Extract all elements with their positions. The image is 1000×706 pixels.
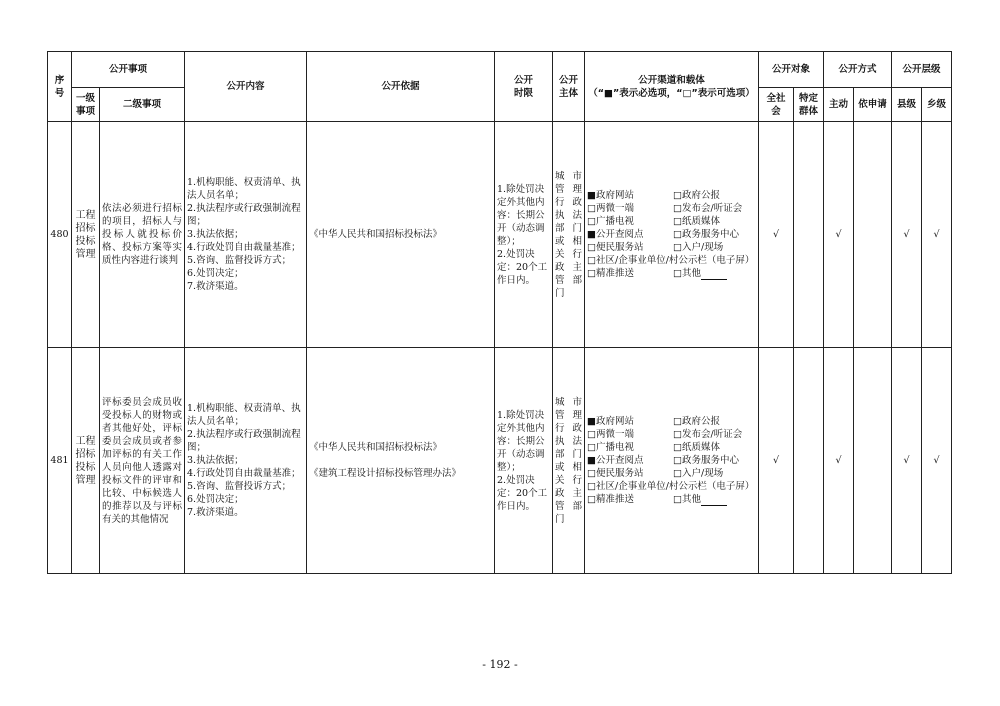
header-subject: 公开 主体 — [553, 52, 585, 122]
header-method-request: 依申请 — [854, 88, 892, 122]
blank-underline — [701, 269, 727, 280]
row-time-limit: 1.除处罚决定外其他内容：长期公开（动态调整）； 2.处罚决定：20个工作日内。 — [495, 122, 553, 348]
channel-option: □政府公报 — [673, 416, 720, 427]
header-channel: 公开渠道和载体 （“■”表示必选项，“□”表示可选项） — [585, 52, 759, 122]
header-seq: 序 号 — [48, 52, 72, 122]
row-seq: 480 — [48, 122, 72, 348]
channel-option: □广播电视 — [587, 442, 634, 453]
channel-option: □政务服务中心 — [673, 229, 739, 240]
channel-option: □社区/企事业单位/村公示栏（电子屏） — [587, 255, 755, 266]
row-level-town: √ — [922, 122, 952, 348]
header-method-active: 主动 — [824, 88, 854, 122]
row-level2: 评标委员会成员收受投标人的财物或者其他好处，评标委员会成员或者参加评标的有关工作人员向他人透露对投标文件的评审和比较、中标候选人的推荐以及与评标有关的其他情况 — [100, 348, 185, 574]
page-number: - 192 - — [482, 658, 518, 671]
row-target-all: √ — [759, 122, 794, 348]
row-level-county: √ — [892, 348, 922, 574]
header-time-limit: 公开 时限 — [495, 52, 553, 122]
channel-option: □政务服务中心 — [673, 455, 739, 466]
header-level1: 一级 事项 — [72, 88, 100, 122]
row-channels — [585, 348, 759, 574]
channel-option: □发布会/听证会 — [673, 429, 743, 440]
channel-option: ■公开查阅点 — [587, 229, 644, 240]
header-item: 公开事项 — [72, 52, 185, 88]
channel-option: □便民服务站 — [587, 468, 644, 479]
disclosure-table — [47, 51, 952, 574]
row-method-active: √ — [824, 122, 854, 348]
row-method-request — [854, 122, 892, 348]
row-basis: 《中华人民共和国招标投标法》 — [307, 122, 495, 348]
channel-option: ■政府网站 — [587, 190, 634, 201]
row-basis: 《中华人民共和国招标投标法》 《建筑工程设计招标投标管理办法》 — [307, 348, 495, 574]
row-content: 1.机构职能、权责清单、执法人员名单； 2.执法程序或行政强制流程图； 3.执法依据； 4.行政处罚自由裁量基准； 5.咨询、监督投诉方式； 6.处罚决定； 7.救济渠道。 — [185, 122, 307, 348]
header-level-county: 县级 — [892, 88, 922, 122]
channel-option: □政府公报 — [673, 190, 720, 201]
channel-option: □入户/现场 — [673, 242, 724, 253]
header-row-1 — [48, 52, 952, 88]
channel-option: □纸质媒体 — [673, 216, 720, 227]
row-target-all: √ — [759, 348, 794, 574]
row-method-active: √ — [824, 348, 854, 574]
channel-option: □精准推送 — [587, 268, 634, 279]
row-time-limit: 1.除处罚决定外其他内容：长期公开（动态调整）； 2.处罚决定：20个工作日内。 — [495, 348, 553, 574]
channel-option: □两微一端 — [587, 429, 634, 440]
channel-option-other — [673, 267, 756, 280]
row-level1: 工程 招标 投标 管理 — [72, 122, 100, 348]
header-level-town: 乡级 — [922, 88, 952, 122]
channel-option: □纸质媒体 — [673, 442, 720, 453]
channel-option: ■公开查阅点 — [587, 455, 644, 466]
row-content: 1.机构职能、权责清单、执法人员名单； 2.执法程序或行政强制流程图； 3.执法依据； 4.行政处罚自由裁量基准； 5.咨询、监督投诉方式； 6.处罚决定； 7.救济渠道。 — [185, 348, 307, 574]
header-target-all: 全社 会 — [759, 88, 794, 122]
row-level-town: √ — [922, 348, 952, 574]
header-level: 公开层级 — [892, 52, 952, 88]
header-method: 公开方式 — [824, 52, 892, 88]
channel-option: ■政府网站 — [587, 416, 634, 427]
row-seq: 481 — [48, 348, 72, 574]
row-channels — [585, 122, 759, 348]
channel-option-other — [673, 493, 756, 506]
header-target: 公开对象 — [759, 52, 824, 88]
table-row — [48, 348, 952, 574]
channel-option: □广播电视 — [587, 216, 634, 227]
blank-underline — [701, 495, 727, 506]
header-level2: 二级事项 — [100, 88, 185, 122]
row-level2: 依法必须进行招标的项目，招标人与投标人就投标价格、投标方案等实质性内容进行谈判 — [100, 122, 185, 348]
row-method-request — [854, 348, 892, 574]
row-level1: 工程 招标 投标 管理 — [72, 348, 100, 574]
row-target-group — [794, 122, 824, 348]
channel-option: □两微一端 — [587, 203, 634, 214]
channel-option: □精准推送 — [587, 494, 634, 505]
header-content: 公开内容 — [185, 52, 307, 122]
row-subject: 城市管理行政执法部门或相关行政主管部门 — [553, 122, 585, 348]
row-subject: 城市管理行政执法部门或相关行政主管部门 — [553, 348, 585, 574]
channel-other-label: □其他 — [673, 494, 701, 505]
row-target-group — [794, 348, 824, 574]
channel-option: □便民服务站 — [587, 242, 644, 253]
table-row — [48, 122, 952, 348]
header-target-group: 特定 群体 — [794, 88, 824, 122]
channel-option: □发布会/听证会 — [673, 203, 743, 214]
channel-option: □入户/现场 — [673, 468, 724, 479]
channel-other-label: □其他 — [673, 268, 701, 279]
row-level-county: √ — [892, 122, 922, 348]
header-basis: 公开依据 — [307, 52, 495, 122]
channel-option: □社区/企事业单位/村公示栏（电子屏） — [587, 481, 755, 492]
